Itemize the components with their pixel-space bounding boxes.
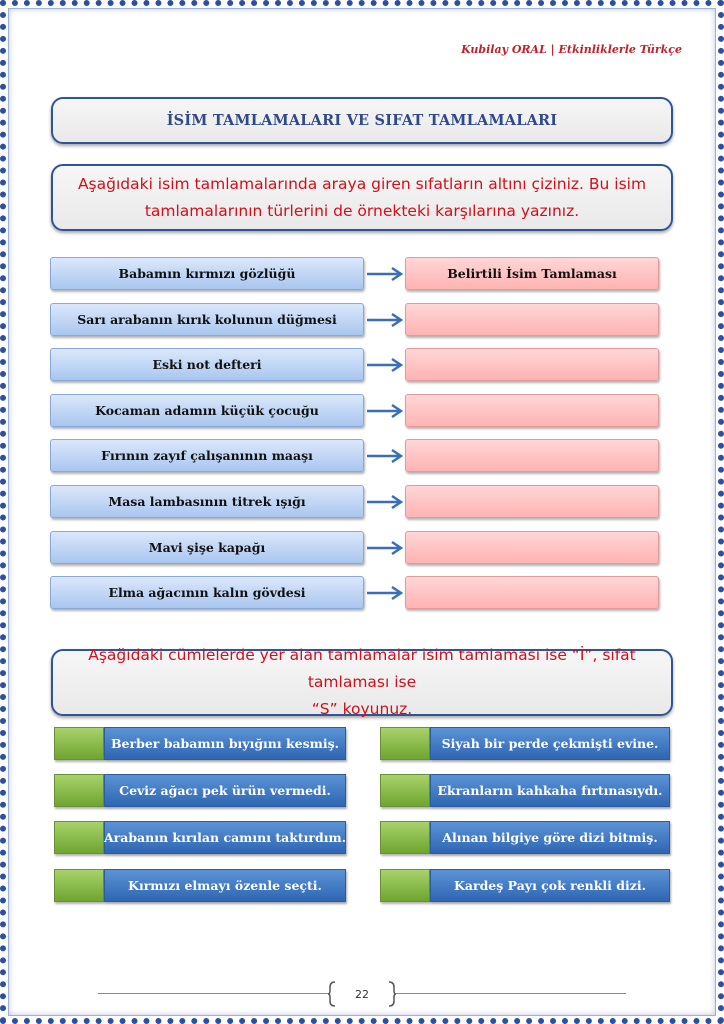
sentence-box: Arabanın kırılan camını taktırdım. <box>104 821 346 854</box>
sentence-box: Ceviz ağacı pek ürün vermedi. <box>104 774 346 807</box>
answer-field[interactable] <box>405 439 659 472</box>
answer-checkbox[interactable] <box>54 821 104 854</box>
answer-field[interactable] <box>405 531 659 564</box>
title-box <box>51 97 673 144</box>
instruction-text-1 <box>70 171 654 225</box>
sentence-box: Berber babamın bıyığını kesmiş. <box>104 727 346 760</box>
instruction-box-2 <box>51 646 673 718</box>
answer-checkbox[interactable] <box>380 727 430 760</box>
sentence-box: Kırmızı elmayı özenle seçti. <box>104 869 346 902</box>
sentence-box: Kardeş Payı çok renkli dizi. <box>430 869 670 902</box>
phrase-box: Eski not defteri <box>50 348 364 381</box>
phrase-box: Elma ağacının kalın gövdesi <box>50 576 364 609</box>
answer-field[interactable] <box>405 576 659 609</box>
header-credit: Kubilay ORAL | Etkinliklerle Türkçe <box>461 43 682 56</box>
answer-field[interactable]: Belirtili İsim Tamlaması <box>405 257 659 290</box>
answer-field[interactable] <box>405 394 659 427</box>
answer-checkbox[interactable] <box>54 774 104 807</box>
answer-checkbox[interactable] <box>380 869 430 902</box>
page-title: İSİM TAMLAMALARI VE SIFAT TAMLAMALARI <box>166 112 558 129</box>
answer-field[interactable] <box>405 303 659 336</box>
phrase-box: Masa lambasının titrek ışığı <box>50 485 364 518</box>
sentence-box: Alınan bilgiye göre dizi bitmiş. <box>430 821 670 854</box>
instruction-2-line-1: Aşağıdaki cümlelerde yer alan tamlamalar isim tamlaması ise “İ”, sıfat tamlaması ise <box>88 646 636 691</box>
phrase-box: Kocaman adamın küçük çocuğu <box>50 394 364 427</box>
footer-bracket-right-icon <box>388 981 396 1007</box>
sentence-box: Ekranların kahkaha fırtınasıydı. <box>430 774 670 807</box>
footer-rule-left <box>98 993 330 994</box>
arrow-right-icon <box>366 403 404 419</box>
answer-field[interactable] <box>405 485 659 518</box>
instruction-2-line-2: “S” koyunuz. <box>311 700 413 718</box>
sentence-box: Siyah bir perde çekmişti evine. <box>430 727 670 760</box>
answer-checkbox[interactable] <box>54 727 104 760</box>
instruction-1-line-2: tamlamalarının türlerini de örnekteki karşılarına yazınız. <box>144 201 580 220</box>
footer-rule-right <box>396 993 626 994</box>
page-number: 22 <box>355 987 369 1001</box>
phrase-box: Babamın kırmızı gözlüğü <box>50 257 364 290</box>
answer-checkbox[interactable] <box>380 774 430 807</box>
instruction-box-1 <box>51 164 673 231</box>
phrase-box: Fırının zayıf çalışanının maaşı <box>50 439 364 472</box>
arrow-right-icon <box>366 448 404 464</box>
instruction-text-2 <box>53 642 671 723</box>
answer-field[interactable] <box>405 348 659 381</box>
arrow-right-icon <box>366 494 404 510</box>
arrow-right-icon <box>366 540 404 556</box>
instruction-1-line-1: Aşağıdaki isim tamlamalarında araya giren sıfatların altını çiziniz. Bu isim <box>77 174 647 193</box>
answer-checkbox[interactable] <box>380 821 430 854</box>
answer-checkbox[interactable] <box>54 869 104 902</box>
arrow-right-icon <box>366 585 404 601</box>
phrase-box: Mavi şişe kapağı <box>50 531 364 564</box>
arrow-right-icon <box>366 312 404 328</box>
phrase-box: Sarı arabanın kırık kolunun düğmesi <box>50 303 364 336</box>
arrow-right-icon <box>366 266 404 282</box>
arrow-right-icon <box>366 357 404 373</box>
